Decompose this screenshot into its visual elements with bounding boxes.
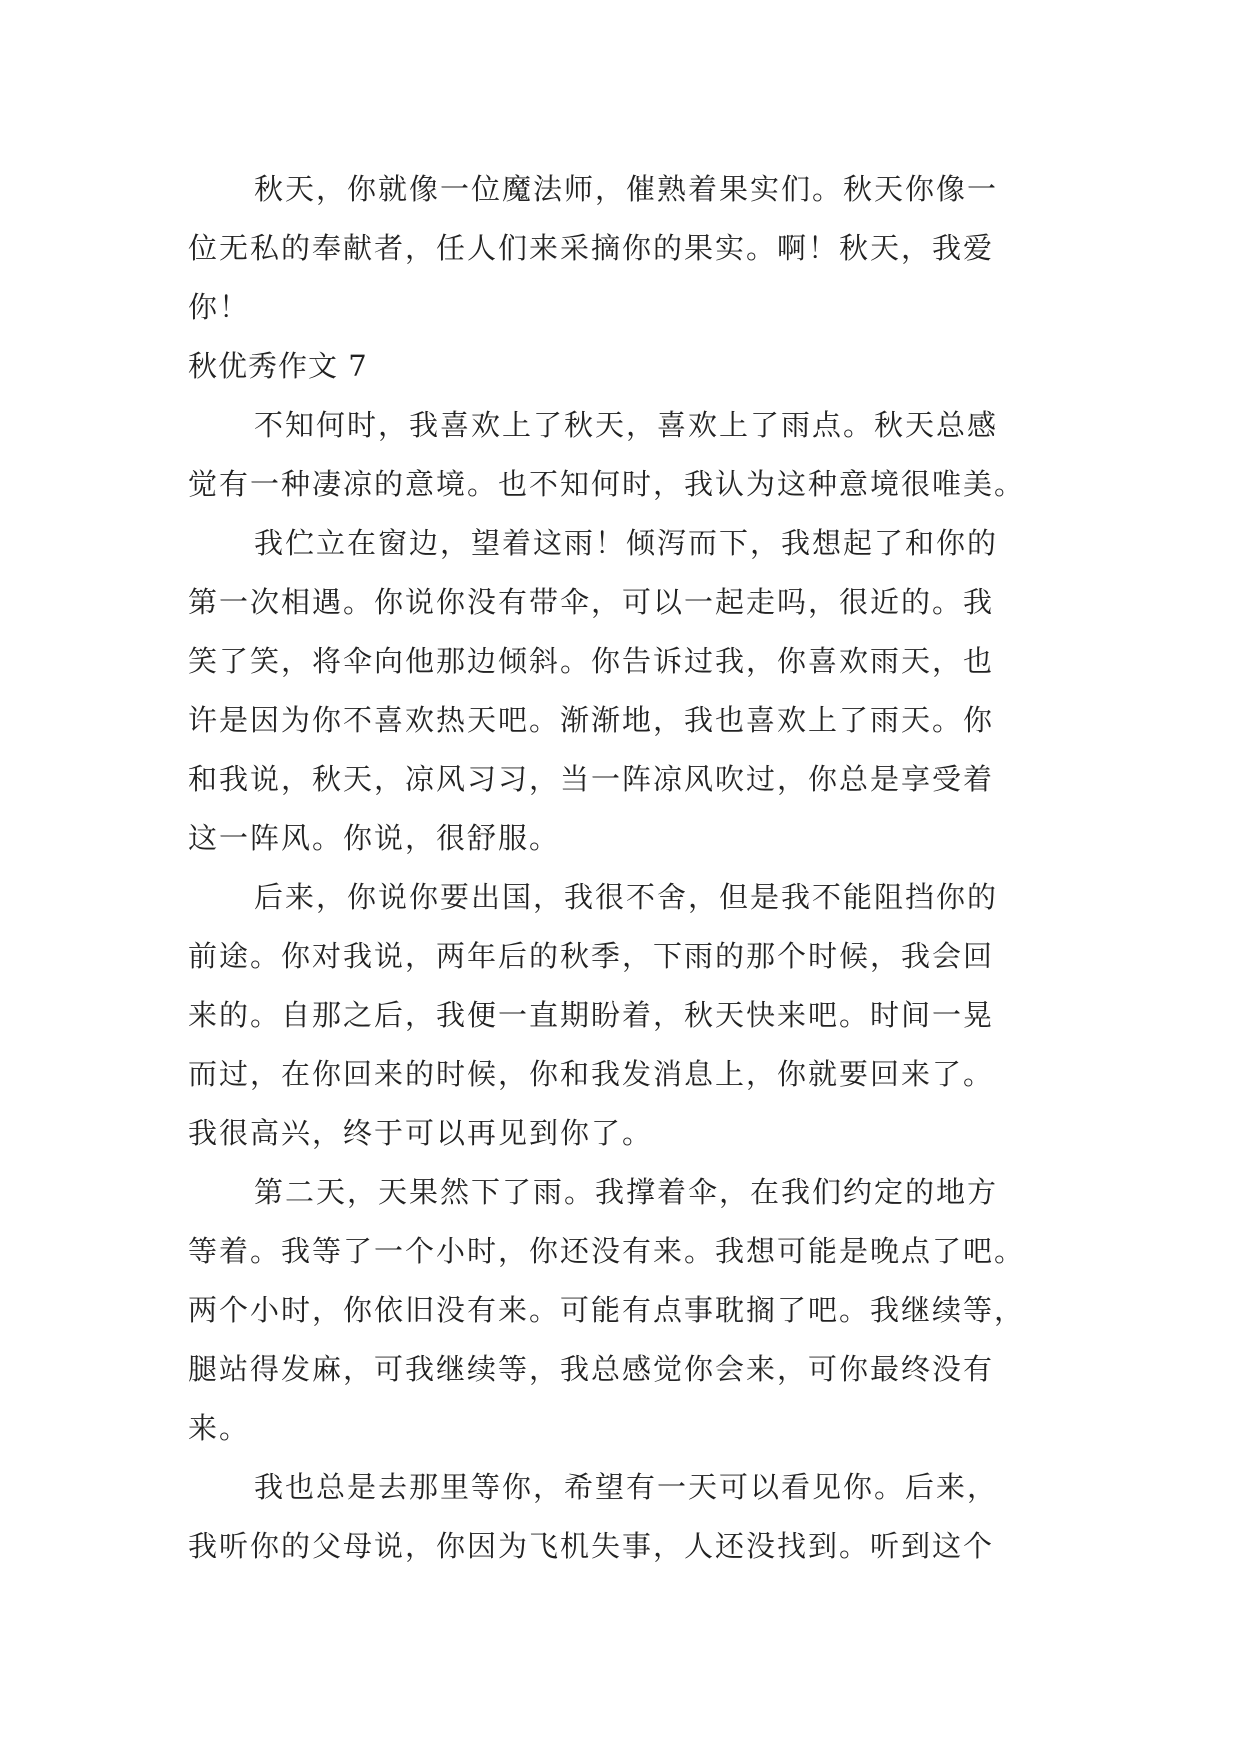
paragraph-line: 许是因为你不喜欢热天吧。渐渐地，我也喜欢上了雨天。你 (188, 703, 995, 737)
paragraph-line: 你！ (188, 290, 251, 324)
paragraph-line: 秋天，你就像一位魔法师，催熟着果实们。秋天你像一 (254, 172, 999, 206)
article-body (188, 160, 1068, 1576)
paragraph-line: 第二天，天果然下了雨。我撑着伞，在我们约定的地方 (254, 1175, 999, 1209)
paragraph-line: 而过，在你回来的时候，你和我发消息上，你就要回来了。 (188, 1057, 995, 1091)
paragraph-line: 两个小时，你依旧没有来。可能有点事耽搁了吧。我继续等， (188, 1293, 1026, 1327)
paragraph-line: 腿站得发麻，可我继续等，我总感觉你会来，可你最终没有 (188, 1352, 995, 1386)
paragraph-line: 我听你的父母说，你因为飞机失事，人还没找到。听到这个 (188, 1529, 995, 1563)
paragraph-line: 我伫立在窗边，望着这雨！倾泻而下，我想起了和你的 (254, 526, 999, 560)
paragraph-line: 我很高兴，终于可以再见到你了。 (188, 1116, 654, 1150)
paragraph-line: 这一阵风。你说，很舒服。 (188, 821, 561, 855)
paragraph-line: 后来，你说你要出国，我很不舍，但是我不能阻挡你的 (254, 880, 999, 914)
section-heading: 秋优秀作文 7 (188, 349, 368, 383)
paragraph-line: 和我说，秋天，凉风习习，当一阵凉风吹过，你总是享受着 (188, 762, 995, 796)
paragraph-line: 来的。自那之后，我便一直期盼着，秋天快来吧。时间一晃 (188, 998, 995, 1032)
paragraph-line: 前途。你对我说，两年后的秋季，下雨的那个时候，我会回 (188, 939, 995, 973)
paragraph-line: 来。 (188, 1411, 251, 1445)
paragraph-line: 等着。我等了一个小时，你还没有来。我想可能是晚点了吧。 (188, 1234, 1026, 1268)
paragraph-line: 笑了笑，将伞向他那边倾斜。你告诉过我，你喜欢雨天，也 (188, 644, 995, 678)
paragraph-line: 第一次相遇。你说你没有带伞，可以一起走吗，很近的。我 (188, 585, 995, 619)
paragraph-line: 觉有一种凄凉的意境。也不知何时，我认为这种意境很唯美。 (188, 467, 1026, 501)
paragraph-line: 我也总是去那里等你，希望有一天可以看见你。后来， (254, 1470, 999, 1504)
paragraph-line: 位无私的奉献者，任人们来采摘你的果实。啊！秋天，我爱 (188, 231, 995, 265)
paragraph-line: 不知何时，我喜欢上了秋天，喜欢上了雨点。秋天总感 (254, 408, 999, 442)
